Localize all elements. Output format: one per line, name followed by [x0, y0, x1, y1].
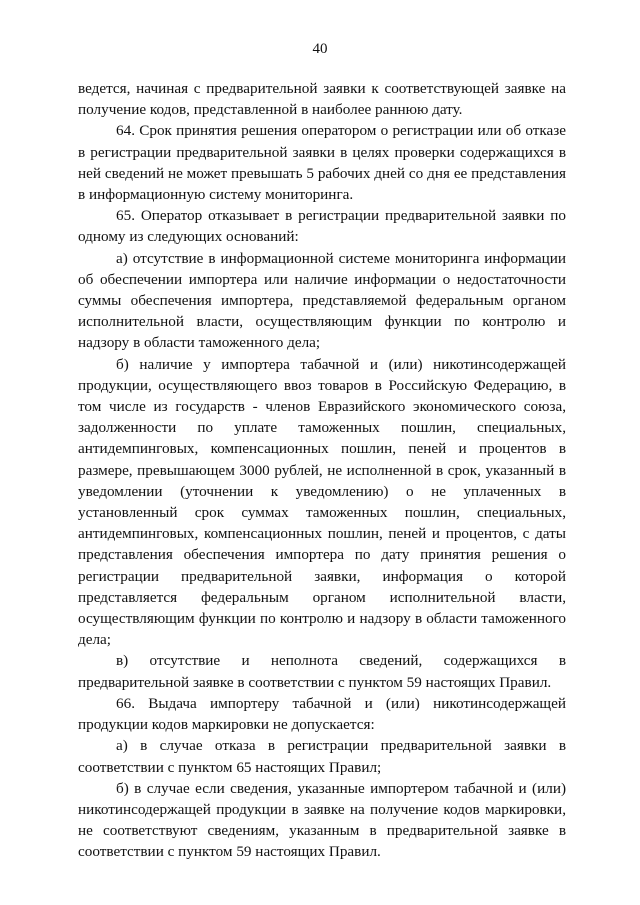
- paragraph-65-a: а) отсутствие в информационной системе мониторинга информации об обеспечении импортера или наличие информации о недостаточности суммы обеспечения импортера, представляемой федеральным органом исполнительной власти, осуществляющим функции по контролю и надзору в области таможенного дела;: [78, 249, 566, 352]
- page-number: 40: [312, 41, 328, 57]
- paragraph-continuation: ведется, начиная с предварительной заявки к соответствующей заявке на получение кодов, представленной в наиболее раннюю дату.: [78, 80, 566, 119]
- paragraph-64: 64. Срок принятия решения оператором о регистрации или об отказе в регистрации предварительной заявки в целях проверки содержащихся в ней сведений не может превышать 5 рабочих дней со дня ее представления в информационную систему мониторинга.: [78, 122, 566, 204]
- paragraph-65: 65. Оператор отказывает в регистрации предварительной заявки по одному из следующих оснований:: [78, 207, 566, 246]
- paragraph-65-v: в) отсутствие и неполнота сведений, содержащихся в предварительной заявке в соответствии с пунктом 59 настоящих Правил.: [78, 652, 566, 691]
- paragraph-65-b: б) наличие у импортера табачной и (или) никотинсодержащей продукции, осуществляющего ввоз товаров в Российскую Федерацию, в том числе из государств - членов Евразийского экономического союза, задолженности по уплате таможенных пошлин, специальных, антидемпинговых, компенсационных пошлин, пеней и процентов в размере, превышающем 3000 рублей, не исполненной в срок, указанный в уведомлении (уточнении к уведомлению) о не уплаченных в установленный срок суммах таможенных пошлин, специальных, антидемпинговых, компенсационных пошлин, пеней и процентов, с даты представления обеспечения импортера по дату принятия решения о регистрации предварительной заявки, информация о которой представляется федеральным органом исполнительной власти, осуществляющим функции по контролю и надзору в области таможенного дела;: [78, 355, 566, 649]
- document-body: [78, 78, 566, 863]
- paragraph-66-b: б) в случае если сведения, указанные импортером табачной и (или) никотинсодержащей продукции в заявке на получение кодов маркировки, не соответствуют сведениям, указанным в предварительной заявке в соответствии с пунктом 59 настоящих Правил.: [78, 779, 566, 861]
- paragraph-66-a: а) в случае отказа в регистрации предварительной заявки в соответствии с пунктом 65 настоящих Правил;: [78, 737, 566, 776]
- paragraph-66: 66. Выдача импортеру табачной и (или) никотинсодержащей продукции кодов маркировки не допускается:: [78, 694, 566, 734]
